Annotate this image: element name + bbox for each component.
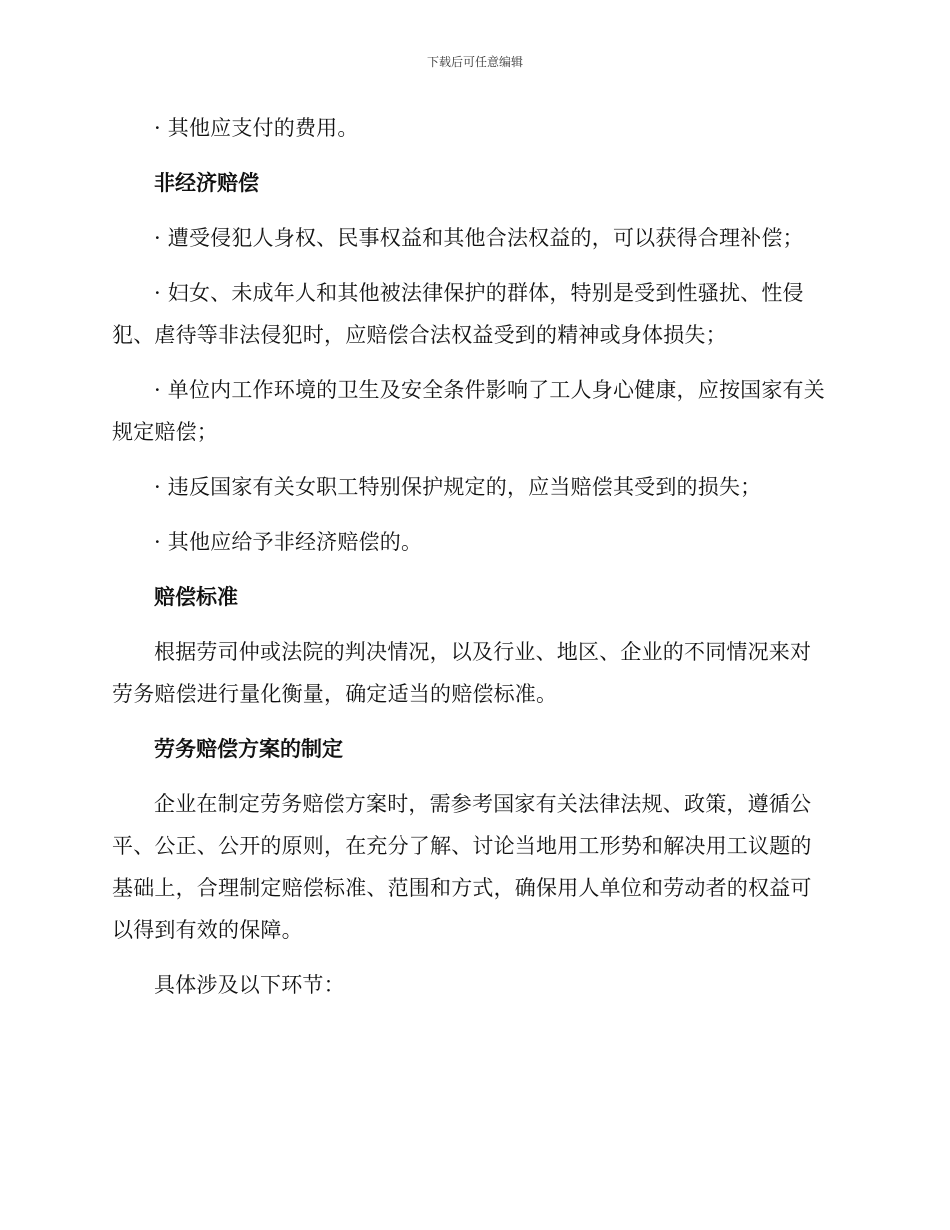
page-header-note: 下载后可任意编辑 [426, 55, 523, 69]
paragraph-plan: 企业在制定劳务赔偿方案时，需参考国家有关法律法规、政策，遵循公平、公正、公开的原则，在充分了解、讨论当地用工形势和解决用工议题的基础上，合理制定赔偿标准、范围和方式，确保用人单位和劳动者的权益可以得到有效的保障。 [112, 792, 812, 942]
bullet-workplace-conditions: · 单位内工作环境的卫生及安全条件影响了工人身心健康，应按国家有关规定赔偿； [112, 378, 825, 444]
paragraph-steps-intro: 具体涉及以下环节： [154, 973, 345, 997]
section-heading-plan: 劳务赔偿方案的制定 [154, 737, 343, 761]
bullet-other-non-economic: · 其他应给予非经济赔偿的。 [154, 530, 423, 554]
bullet-protected-groups: · 妇女、未成年人和其他被法律保护的群体，特别是受到性骚扰、性侵犯、虐待等非法侵犯时，应赔偿合法权益受到的精神或身体损失； [112, 281, 804, 347]
bullet-other-fees: · 其他应支付的费用。 [154, 116, 359, 140]
bullet-rights-infringed: · 遭受侵犯人身权、民事权益和其他合法权益的，可以获得合理补偿； [154, 226, 804, 250]
section-heading-standard: 赔偿标准 [154, 585, 238, 609]
bullet-female-protection: · 违反国家有关女职工特别保护规定的，应当赔偿其受到的损失； [154, 475, 762, 499]
paragraph-standard: 根据劳司仲或法院的判决情况，以及行业、地区、企业的不同情况来对劳务赔偿进行量化衡量，确定适当的赔偿标准。 [112, 640, 812, 706]
document-body [112, 107, 832, 1006]
section-heading-non-economic: 非经济赔偿 [154, 171, 259, 195]
